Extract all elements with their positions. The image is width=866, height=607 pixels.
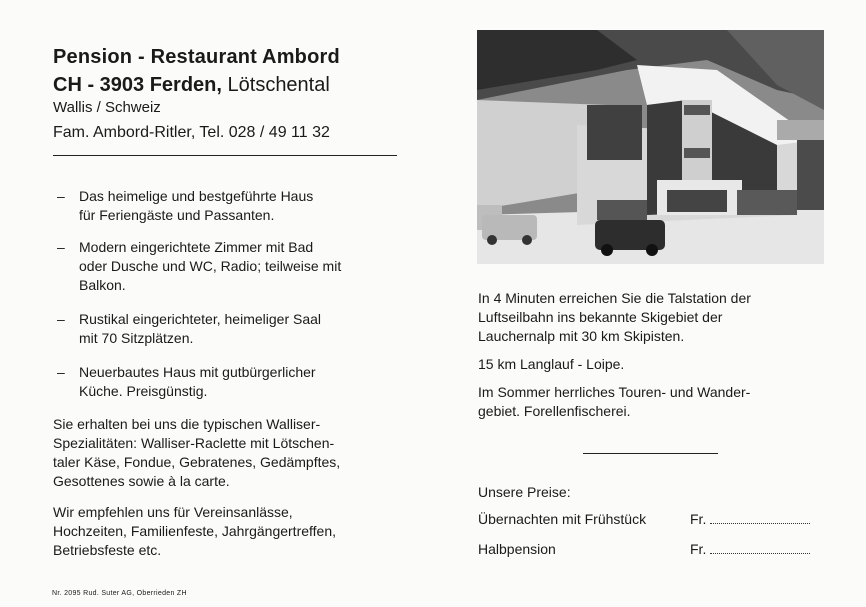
specialties-paragraph (53, 415, 340, 491)
contact-line: Fam. Ambord-Ritler, Tel. 028 / 49 11 32 (53, 124, 330, 141)
price-blank (710, 513, 810, 524)
bullet-line: Balkon. (79, 277, 126, 293)
paragraph-line: Lauchernalp mit 30 km Skipisten. (478, 328, 685, 344)
prices-heading: Unsere Preise: (478, 484, 571, 500)
paragraph-line: taler Käse, Fondue, Gebratenes, Gedämpftes, (53, 454, 341, 470)
bullet-dash: – (57, 188, 65, 204)
valley-name: Lötschental (221, 74, 330, 96)
paragraph-line: In 4 Minuten erreichen Sie die Talstation der (478, 290, 751, 306)
address-line (53, 74, 330, 97)
bullet-line: mit 70 Sitzplätzen. (79, 330, 194, 346)
paragraph-line: Betriebsfeste etc. (53, 542, 162, 558)
bullet-dash: – (57, 364, 65, 380)
paragraph-line: Hochzeiten, Familienfeste, Jahrgängertreffen, (53, 523, 337, 539)
bullet-line: für Feriengäste und Passanten. (79, 207, 275, 223)
events-paragraph (53, 503, 336, 560)
bullet-line: oder Dusche und WC, Radio; teilweise mit (79, 258, 342, 274)
section-divider (583, 453, 718, 454)
business-name: Pension - Restaurant Ambord (53, 46, 340, 68)
header-divider (53, 155, 397, 156)
paragraph-line: Im Sommer herrliches Touren- und Wander- (478, 384, 751, 400)
price-blank (710, 543, 810, 554)
bullet-dash: – (57, 239, 65, 255)
price-label: Halbpension (478, 541, 556, 557)
price-field-breakfast (690, 511, 810, 527)
summer-paragraph (478, 383, 750, 421)
currency-label: Fr. (690, 541, 707, 557)
paragraph-line: Wir empfehlen uns für Vereinsanlässe, (53, 504, 293, 520)
postal-town: CH - 3903 Ferden, (53, 74, 222, 96)
paragraph-line: Spezialitäten: Walliser-Raclette mit Lötschen- (53, 435, 335, 451)
price-label: Übernachten mit Frühstück (478, 511, 647, 527)
hotel-photo (477, 30, 824, 264)
skiing-paragraph (478, 289, 751, 346)
price-row-breakfast (478, 511, 646, 527)
paragraph-line: Gesottenes sowie à la carte. (53, 473, 230, 489)
region-line: Wallis / Schweiz (53, 99, 161, 116)
price-row-halfboard (478, 541, 556, 557)
printer-credit: Nr. 2095 Rud. Suter AG, Oberrieden ZH (52, 590, 187, 597)
bullet-dash: – (57, 311, 65, 327)
price-field-halfboard (690, 541, 810, 557)
bullet-line: Das heimelige und bestgeführte Haus (79, 188, 314, 204)
paragraph-line: Sie erhalten bei uns die typischen Walliser- (53, 416, 321, 432)
bullet-line: Küche. Preisgünstig. (79, 383, 208, 399)
paragraph-line: Luftseilbahn ins bekannte Skigebiet der (478, 309, 723, 325)
currency-label: Fr. (690, 511, 707, 527)
bullet-line: Modern eingerichtete Zimmer mit Bad (79, 239, 314, 255)
langlauf-line: 15 km Langlauf - Loipe. (478, 356, 625, 372)
bullet-line: Rustikal eingerichteter, heimeliger Saal (79, 311, 322, 327)
paragraph-line: gebiet. Forellenfischerei. (478, 403, 631, 419)
bullet-line: Neuerbautes Haus mit gutbürgerlicher (79, 364, 316, 380)
